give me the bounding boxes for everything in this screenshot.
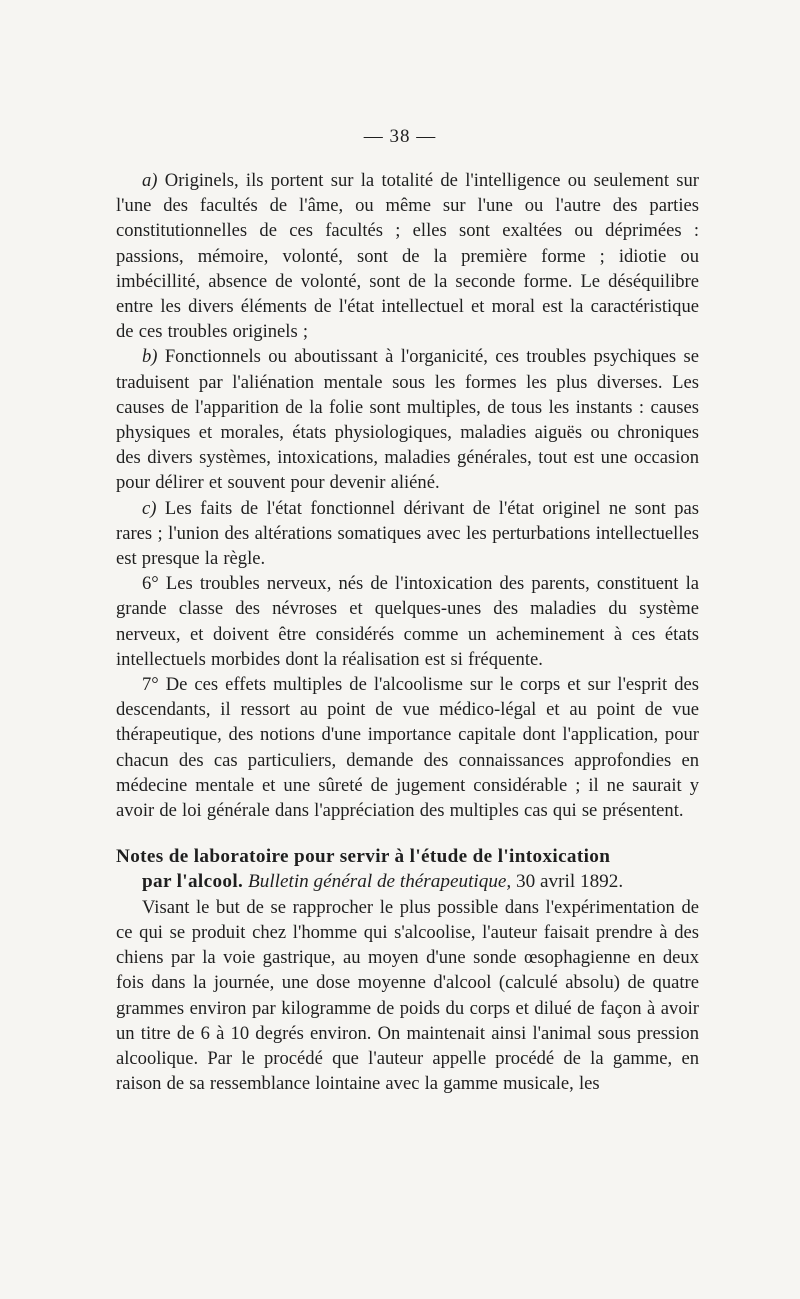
- paragraph-a: [116, 168, 699, 344]
- article-heading-line2: [116, 869, 699, 894]
- list-marker: b): [142, 346, 158, 368]
- paragraph-7: [116, 672, 699, 823]
- list-marker: a): [142, 170, 158, 191]
- journal-name: Bulletin général de thérapeutique,: [248, 871, 512, 893]
- paragraph-text: Les faits de l'état fonctionnel dérivant de l'état originel ne sont pas rares ; l'union des altérations somatiques avec les perturbations intellectuelles est presque la règle.: [116, 497, 700, 570]
- list-marker: 7°: [142, 674, 159, 696]
- section-gap: [116, 823, 699, 844]
- article-paragraph: Visant le but de se rapprocher le plus possible dans l'expérimentation de ce qui se produit chez l'homme qui s'alcoolise, l'auteur faisait prendre à des chiens par la voie gastrique, au moyen d'une sonde œsophagienne en deux fois dans la journée, une dose moyenne d'alcool (calculé absolu) de quatre grammes environ par kilogramme de poids du corps et dilué de façon à avoir un titre de 6 à 10 degrés environ. On maintenait ainsi l'animal sous pression alcoolique. Par le procédé que l'auteur appelle procédé de la gamme, en raison de sa ressemblance lointaine avec la gamme musicale, les: [116, 896, 699, 1095]
- paragraph-b: [116, 344, 699, 495]
- page-number: — 38 —: [363, 126, 437, 147]
- paragraph-text: Les troubles nerveux, nés de l'intoxication des parents, constituent la grande classe des névroses et quelques-unes des maladies du système nerveux, et doivent être considérés comme un acheminement à ces états intellectuels morbides dont la réalisation est si fréquente.: [116, 573, 699, 670]
- list-marker: 6°: [142, 573, 159, 595]
- paragraph-text: Originels, ils portent sur la totalité de l'intelligence ou seulement sur l'une des facultés de l'âme, ou même sur l'une ou l'autre des parties constitutionnelles de ces facultés ; elles sont exaltées ou déprimées : passions, mémoire, volonté, sont de la première forme ; idiotie ou imbécillité, absence de volonté, sont de la seconde forme. Le déséquilibre entre les divers éléments de l'état intellectuel et moral est la caractéristique de ces troubles originels ;: [116, 170, 700, 343]
- publication-date: 30 avril 1892.: [516, 871, 624, 893]
- paragraph-text: Fonctionnels ou aboutissant à l'organicité, ces troubles psychiques se traduisent par l'aliénation mentale sous les formes les plus diverses. Les causes de l'apparition de la folie sont multiples, de tous les instants : causes physiques et morales, états physiologiques, maladies aiguës ou chroniques des divers systèmes, intoxications, maladies générales, tout est une occasion pour délirer et souvent pour devenir aliéné.: [116, 346, 699, 494]
- article-title-line1: Notes de laboratoire pour servir à l'étude de l'intoxication: [116, 846, 611, 868]
- article-title-line2: par l'alcool.: [142, 871, 244, 893]
- body-text: [116, 168, 699, 1096]
- list-marker: c): [142, 497, 157, 519]
- paragraph-6: [116, 571, 699, 672]
- article-heading: [116, 844, 699, 894]
- paragraph-c: [116, 496, 699, 572]
- paragraph-text: De ces effets multiples de l'alcoolisme sur le corps et sur l'esprit des descendants, il ressort au point de vue médico-légal et au point de vue thérapeutique, des notions d'une importance capitale dont l'application, pour chacun des cas particuliers, demande des connaissances approfondies en médecine mentale et une sûreté de jugement considérable ; il ne saurait y avoir de loi générale dans l'appréciation des multiples cas qui se présentent.: [116, 674, 699, 822]
